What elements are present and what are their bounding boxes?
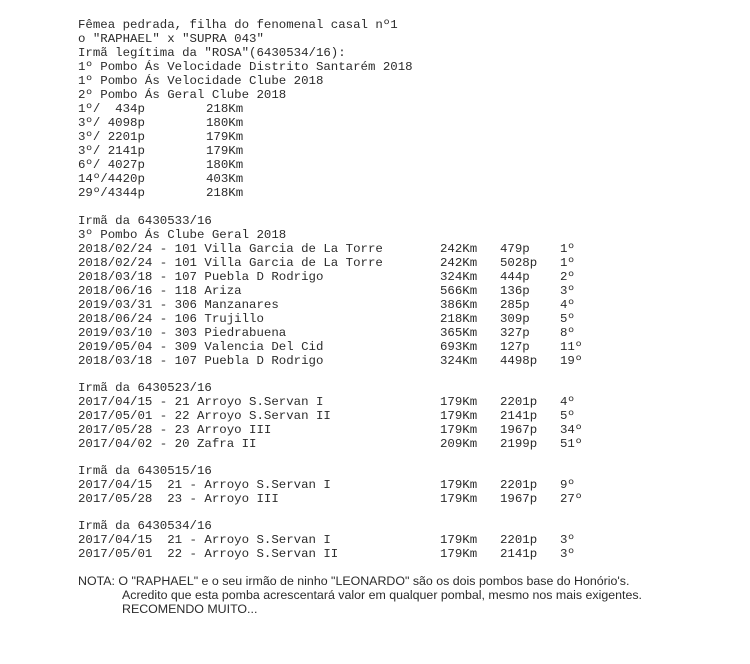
race-distance: 324Km bbox=[440, 270, 478, 284]
note-text: Acredito que esta pomba acrescentará valor em qualquer pombal, mesmo nos mais exigentes. bbox=[122, 588, 642, 602]
section-heading: Irmã da 6430523/16 bbox=[78, 381, 212, 395]
race-distance: 365Km bbox=[440, 326, 478, 340]
section-heading: Irmã da 6430515/16 bbox=[78, 464, 212, 478]
race-place: 5º bbox=[560, 409, 575, 423]
result-place: 1º/ 434p bbox=[78, 102, 145, 116]
race-place: 11º bbox=[560, 340, 583, 354]
intro-line: o "RAPHAEL" x "SUPRA 043" bbox=[78, 32, 264, 46]
race-distance: 179Km bbox=[440, 492, 478, 506]
race-place: 1º bbox=[560, 242, 575, 256]
race-distance: 179Km bbox=[440, 395, 478, 409]
race-birds: 2201p bbox=[500, 533, 538, 547]
race-place: 8º bbox=[560, 326, 575, 340]
race-birds: 1967p bbox=[500, 492, 538, 506]
race-place: 4º bbox=[560, 395, 575, 409]
race-birds: 127p bbox=[500, 340, 530, 354]
section-heading: Irmã da 6430534/16 bbox=[78, 519, 212, 533]
result-distance: 179Km bbox=[206, 130, 244, 144]
race-birds: 2141p bbox=[500, 409, 538, 423]
intro-line: 1º Pombo Ás Velocidade Distrito Santarém 2018 bbox=[78, 60, 413, 74]
result-place: 3º/ 2201p bbox=[78, 130, 145, 144]
race-birds: 2199p bbox=[500, 437, 538, 451]
race-distance: 218Km bbox=[440, 312, 478, 326]
race-name: 2017/04/15 - 21 Arroyo S.Servan I bbox=[78, 395, 324, 409]
race-place: 34º bbox=[560, 423, 583, 437]
intro-line: Fêmea pedrada, filha do fenomenal casal nº1 bbox=[78, 18, 398, 32]
race-name: 2018/06/24 - 106 Trujillo bbox=[78, 312, 264, 326]
note-block bbox=[78, 574, 718, 616]
race-place: 5º bbox=[560, 312, 575, 326]
race-distance: 179Km bbox=[440, 409, 478, 423]
race-distance: 209Km bbox=[440, 437, 478, 451]
result-place: 6º/ 4027p bbox=[78, 158, 145, 172]
result-distance: 218Km bbox=[206, 102, 244, 116]
race-name: 2017/05/01 - 22 Arroyo S.Servan II bbox=[78, 409, 331, 423]
result-place: 14º/4420p bbox=[78, 172, 145, 186]
race-name: 2019/03/10 - 303 Piedrabuena bbox=[78, 326, 287, 340]
race-birds: 4498p bbox=[500, 354, 538, 368]
section-subheading: 3º Pombo Ás Clube Geral 2018 bbox=[78, 228, 287, 242]
race-birds: 5028p bbox=[500, 256, 538, 270]
race-place: 1º bbox=[560, 256, 575, 270]
race-distance: 179Km bbox=[440, 533, 478, 547]
result-distance: 218Km bbox=[206, 186, 244, 200]
result-place: 29º/4344p bbox=[78, 186, 145, 200]
section-heading: Irmã da 6430533/16 bbox=[78, 214, 212, 228]
race-name: 2018/02/24 - 101 Villa Garcia de La Torre bbox=[78, 242, 383, 256]
race-distance: 242Km bbox=[440, 256, 478, 270]
race-birds: 479p bbox=[500, 242, 530, 256]
race-distance: 324Km bbox=[440, 354, 478, 368]
race-place: 51º bbox=[560, 437, 583, 451]
race-place: 19º bbox=[560, 354, 583, 368]
race-name: 2017/05/28 23 - Arroyo III bbox=[78, 492, 279, 506]
race-name: 2018/03/18 - 107 Puebla D Rodrigo bbox=[78, 354, 324, 368]
race-distance: 179Km bbox=[440, 547, 478, 561]
result-place: 3º/ 2141p bbox=[78, 144, 145, 158]
race-place: 3º bbox=[560, 284, 575, 298]
result-distance: 180Km bbox=[206, 116, 244, 130]
race-place: 3º bbox=[560, 533, 575, 547]
race-name: 2018/06/16 - 118 Ariza bbox=[78, 284, 242, 298]
race-name: 2019/05/04 - 309 Valencia Del Cid bbox=[78, 340, 324, 354]
race-birds: 136p bbox=[500, 284, 530, 298]
race-name: 2019/03/31 - 306 Manzanares bbox=[78, 298, 279, 312]
race-birds: 285p bbox=[500, 298, 530, 312]
intro-line: 2º Pombo Ás Geral Clube 2018 bbox=[78, 88, 287, 102]
race-place: 2º bbox=[560, 270, 575, 284]
result-distance: 180Km bbox=[206, 158, 244, 172]
race-distance: 566Km bbox=[440, 284, 478, 298]
race-name: 2017/05/01 22 - Arroyo S.Servan II bbox=[78, 547, 339, 561]
race-place: 27º bbox=[560, 492, 583, 506]
race-distance: 693Km bbox=[440, 340, 478, 354]
race-distance: 179Km bbox=[440, 423, 478, 437]
race-distance: 179Km bbox=[440, 478, 478, 492]
race-birds: 327p bbox=[500, 326, 530, 340]
race-place: 4º bbox=[560, 298, 575, 312]
race-birds: 2141p bbox=[500, 547, 538, 561]
race-name: 2017/05/28 - 23 Arroyo III bbox=[78, 423, 272, 437]
intro-line: Irmã legítima da "ROSA"(6430534/16): bbox=[78, 46, 346, 60]
race-birds: 2201p bbox=[500, 395, 538, 409]
race-name: 2017/04/02 - 20 Zafra II bbox=[78, 437, 257, 451]
note-text: NOTA: O "RAPHAEL" e o seu irmão de ninho "LEONARDO" são os dois pombos base do Honório's. bbox=[78, 574, 630, 588]
race-birds: 309p bbox=[500, 312, 530, 326]
race-distance: 386Km bbox=[440, 298, 478, 312]
race-birds: 444p bbox=[500, 270, 530, 284]
result-distance: 179Km bbox=[206, 144, 244, 158]
race-place: 3º bbox=[560, 547, 575, 561]
race-birds: 2201p bbox=[500, 478, 538, 492]
race-birds: 1967p bbox=[500, 423, 538, 437]
race-name: 2018/03/18 - 107 Puebla D Rodrigo bbox=[78, 270, 324, 284]
result-distance: 403Km bbox=[206, 172, 244, 186]
race-name: 2018/02/24 - 101 Villa Garcia de La Torre bbox=[78, 256, 383, 270]
race-name: 2017/04/15 21 - Arroyo S.Servan I bbox=[78, 533, 331, 547]
note-recommendation: RECOMENDO MUITO... bbox=[122, 602, 258, 616]
intro-line: 1º Pombo Ás Velocidade Clube 2018 bbox=[78, 74, 324, 88]
race-distance: 242Km bbox=[440, 242, 478, 256]
race-name: 2017/04/15 21 - Arroyo S.Servan I bbox=[78, 478, 331, 492]
result-place: 3º/ 4098p bbox=[78, 116, 145, 130]
race-place: 9º bbox=[560, 478, 575, 492]
